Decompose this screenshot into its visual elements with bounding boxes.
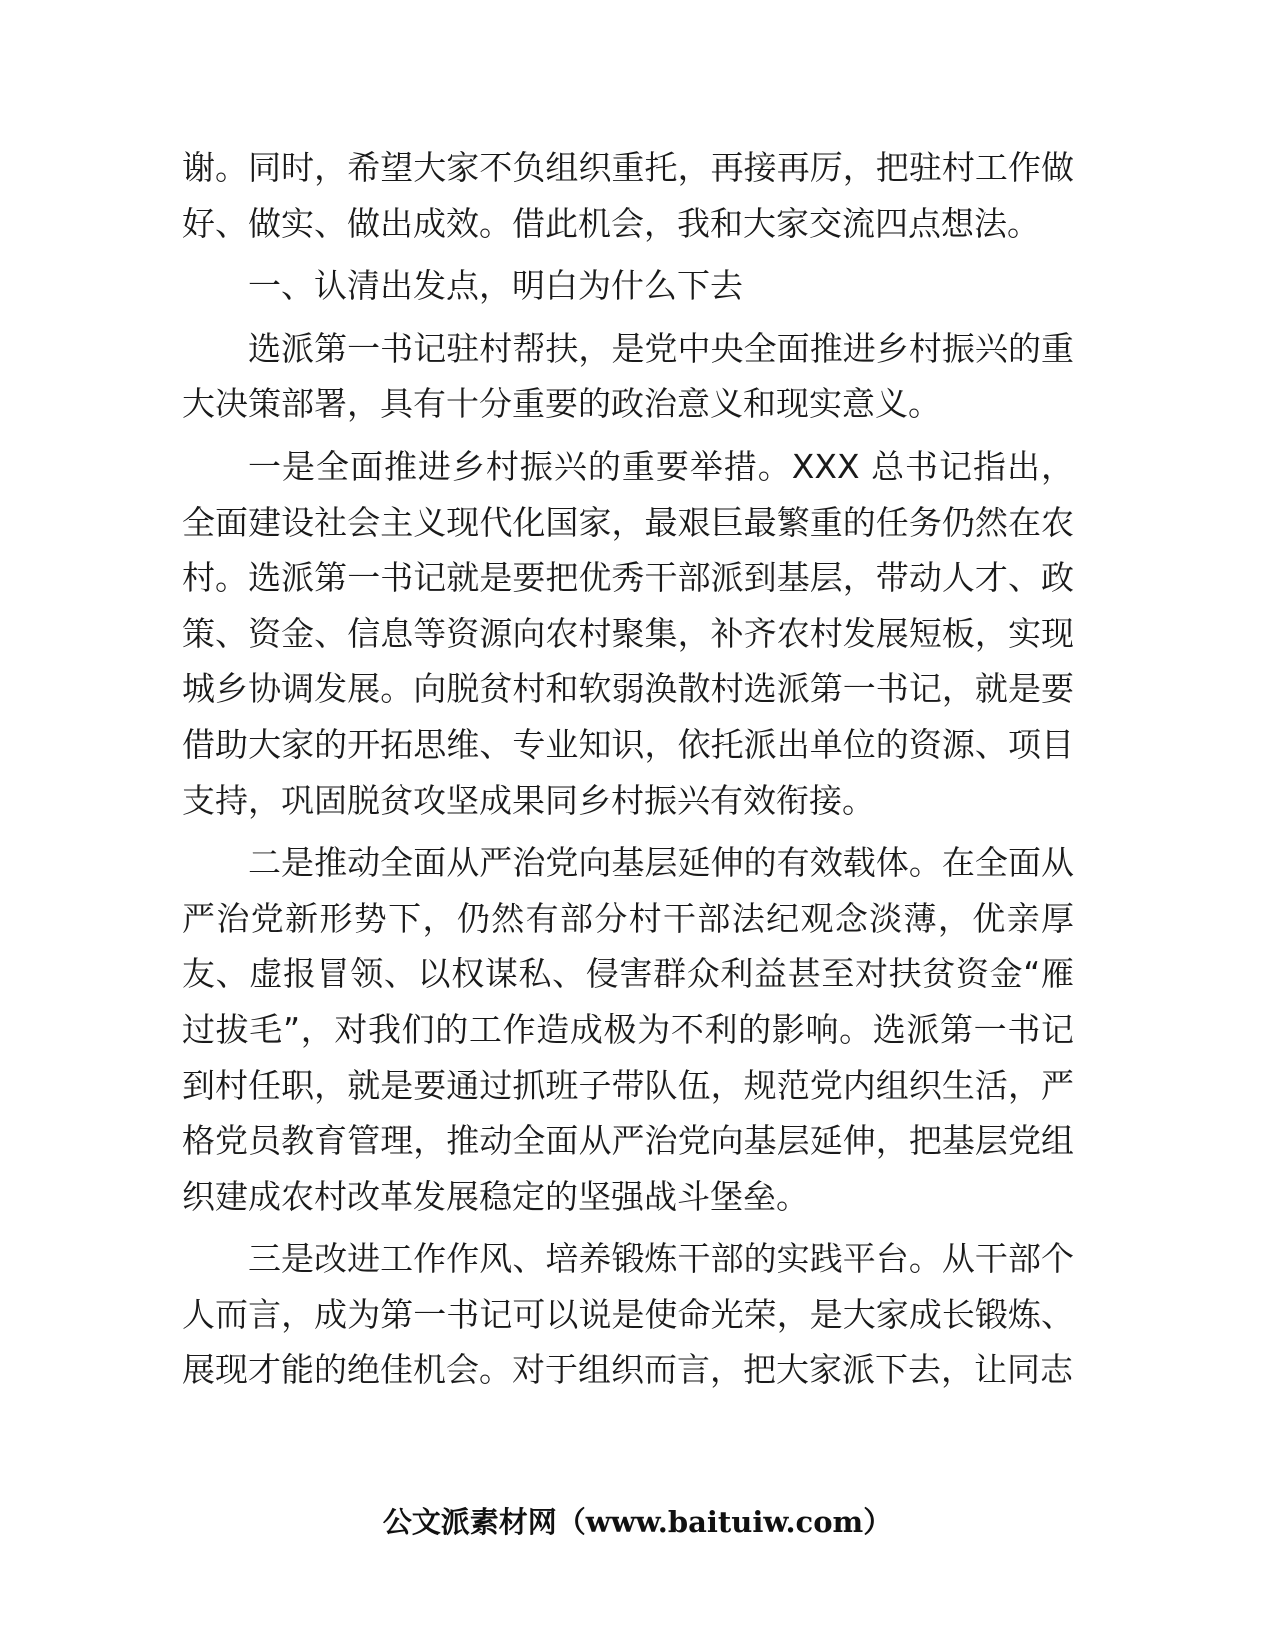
document-body — [182, 140, 1074, 1405]
paragraph: 一是全面推进乡村振兴的重要举措。XXX 总书记指出，全面建设社会主义现代化国家，最艰巨最繁重的任务仍然在农村。选派第一书记就是要把优秀干部派到基层，带动人才、政策、资金、信息等资源向农村聚集，补齐农村发展短板，实现城乡协调发展。向脱贫村和软弱涣散村选派第一书记，就是要借助大家的开拓思维、专业知识，依托派出单位的资源、项目支持，巩固脱贫攻坚成果同乡村振兴有效衔接。 — [182, 446, 1074, 820]
page-footer: 公文派素材网（www.baituiw.com） — [382, 1505, 893, 1539]
section-heading: 一、认清出发点，明白为什么下去 — [248, 266, 743, 306]
paragraph: 二是推动全面从严治党向基层延伸的有效载体。在全面从严治党新形势下，仍然有部分村干部法纪观念淡薄，优亲厚友、虚报冒领、以权谋私、侵害群众利益甚至对扶贫资金“雁过拔毛”，对我们的工作造成极为不利的影响。选派第一书记到村任职，就是要通过抓班子带队伍，规范党内组织生活，严格党员教育管理，推动全面从严治党向基层延伸，把基层党组织建成农村改革发展稳定的坚强战斗堡垒。 — [182, 843, 1074, 1216]
paragraph: 三是改进工作作风、培养锻炼干部的实践平台。从干部个人而言，成为第一书记可以说是使命光荣，是大家成长锻炼、展现才能的绝佳机会。对于组织而言，把大家派下去，让同志 — [182, 1239, 1074, 1390]
paragraph: 选派第一书记驻村帮扶，是党中央全面推进乡村振兴的重大决策部署，具有十分重要的政治意义和现实意义。 — [182, 328, 1074, 424]
paragraph-continuation: 谢。同时，希望大家不负组织重托，再接再厉，把驻村工作做好、做实、做出成效。借此机会，我和大家交流四点想法。 — [182, 148, 1074, 243]
